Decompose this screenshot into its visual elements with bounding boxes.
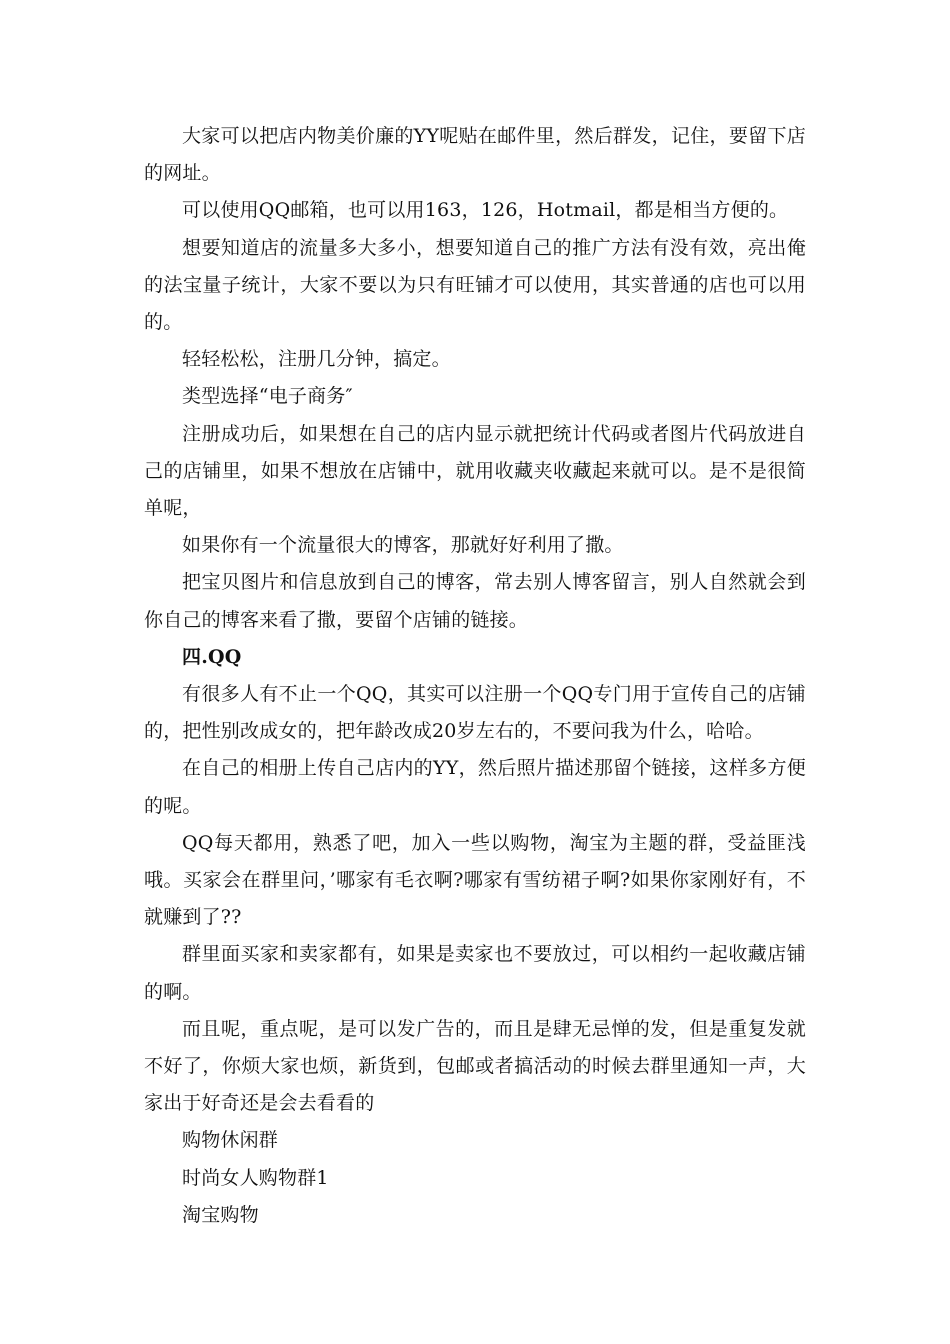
- paragraph: 把宝贝图片和信息放到自己的博客，常去别人博客留言，别人自然就会到你自己的博客来看了撒，要留个店铺的链接。: [144, 571, 806, 631]
- document-body: [144, 118, 806, 1234]
- paragraph: 想要知道店的流量多大多小，想要知道自己的推广方法有没有效，亮出俺的法宝量子统计，大家不要以为只有旺铺才可以使用，其实普通的店也可以用的。: [144, 236, 806, 334]
- list-item: 购物休闲群: [182, 1129, 279, 1152]
- paragraph: 轻轻松松，注册几分钟，搞定。: [182, 348, 451, 371]
- paragraph: 而且呢，重点呢，是可以发广告的，而且是肆无忌惮的发，但是重复发就不好了，你烦大家也烦，新货到，包邮或者搞活动的时候去群里通知一声，大家出于好奇还是会去看看的: [144, 1017, 806, 1115]
- paragraph: 在自己的相册上传自己店内的YY，然后照片描述那留个链接，这样多方便的呢。: [144, 757, 806, 817]
- paragraph: 群里面买家和卖家都有，如果是卖家也不要放过，可以相约一起收藏店铺的啊。: [144, 943, 806, 1003]
- list-item: 淘宝购物: [182, 1203, 259, 1226]
- paragraph: 大家可以把店内物美价廉的YY呢贴在邮件里，然后群发，记住，要留下店的网址。: [144, 125, 806, 185]
- paragraph: 类型选择“电子商务″: [182, 385, 353, 408]
- list-item: 时尚女人购物群1: [182, 1166, 329, 1189]
- paragraph: 可以使用QQ邮箱，也可以用163，126，Hotmail，都是相当方便的。: [182, 199, 789, 222]
- paragraph: 如果你有一个流量很大的博客，那就好好利用了撒。: [182, 534, 624, 557]
- paragraph: 有很多人有不止一个QQ，其实可以注册一个QQ专门用于宣传自己的店铺的，把性别改成女的，把年龄改成20岁左右的，不要问我为什么，哈哈。: [144, 683, 806, 743]
- paragraph: QQ每天都用，熟悉了吧，加入一些以购物，淘宝为主题的群，受益匪浅哦。买家会在群里问，’哪家有毛衣啊?哪家有雪纺裙子啊?如果你家刚好有，不就赚到了??: [144, 831, 806, 929]
- section-heading: 四.QQ: [182, 645, 242, 668]
- paragraph: 注册成功后，如果想在自己的店内显示就把统计代码或者图片代码放进自己的店铺里，如果不想放在店铺中，就用收藏夹收藏起来就可以。是不是很简单呢，: [144, 422, 806, 520]
